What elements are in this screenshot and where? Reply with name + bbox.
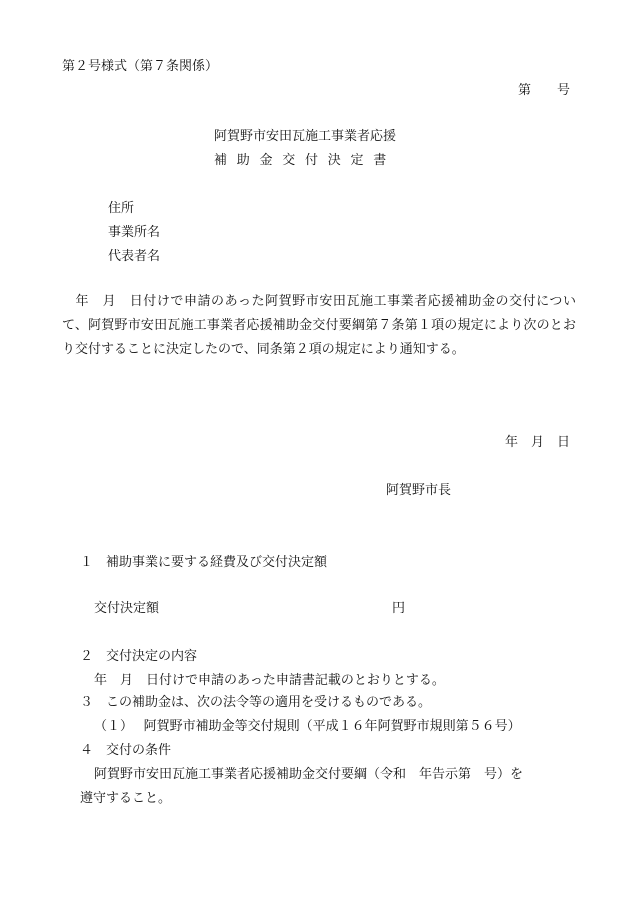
title-line-1: 阿賀野市安田瓦施工事業者応援	[214, 129, 397, 144]
section-3-item: （１） 阿賀野市補助金等交付規則（平成１６年阿賀野市規則第５６号）	[94, 719, 521, 734]
title-line-2: 補助金交付決定書	[214, 153, 397, 168]
issuer: 阿賀野市長	[386, 483, 452, 498]
recipient-office-label: 事業所名	[108, 225, 161, 240]
amount-unit: 円	[392, 601, 406, 616]
section-3-heading: ３ この補助金は、次の法令等の適用を受けるものである。	[80, 695, 432, 710]
section-1-heading: １ 補助事業に要する経費及び交付決定額	[80, 555, 328, 570]
form-label: 第２号様式（第７条関係）	[62, 59, 219, 74]
section-4-text-line-2: 遵守すること。	[80, 791, 172, 806]
recipient-representative-label: 代表者名	[108, 249, 161, 264]
section-4-text-line-1: 阿賀野市安田瓦施工事業者応援補助金交付要綱（令和 年告示第 号）を	[94, 767, 524, 782]
date-line: 年 月 日	[504, 435, 570, 450]
section-2-text: 年 月 日付けで申請のあった申請書記載のとおりとする。	[94, 673, 445, 688]
document-number: 第 号	[517, 83, 570, 98]
section-2-heading: ２ 交付決定の内容	[80, 649, 198, 664]
amount-label: 交付決定額	[94, 601, 160, 616]
body-paragraph: 年 月 日付けで申請のあった阿賀野市安田瓦施工事業者応援補助金の交付について、阿賀野市安田瓦施工事業者応援補助金交付要綱第７条第１項の規定により次のとおり交付することに決定したので、同条第２項の規定により通知する。	[62, 294, 576, 357]
recipient-address-label: 住所	[108, 201, 135, 216]
section-4-heading: ４ 交付の条件	[80, 743, 172, 758]
